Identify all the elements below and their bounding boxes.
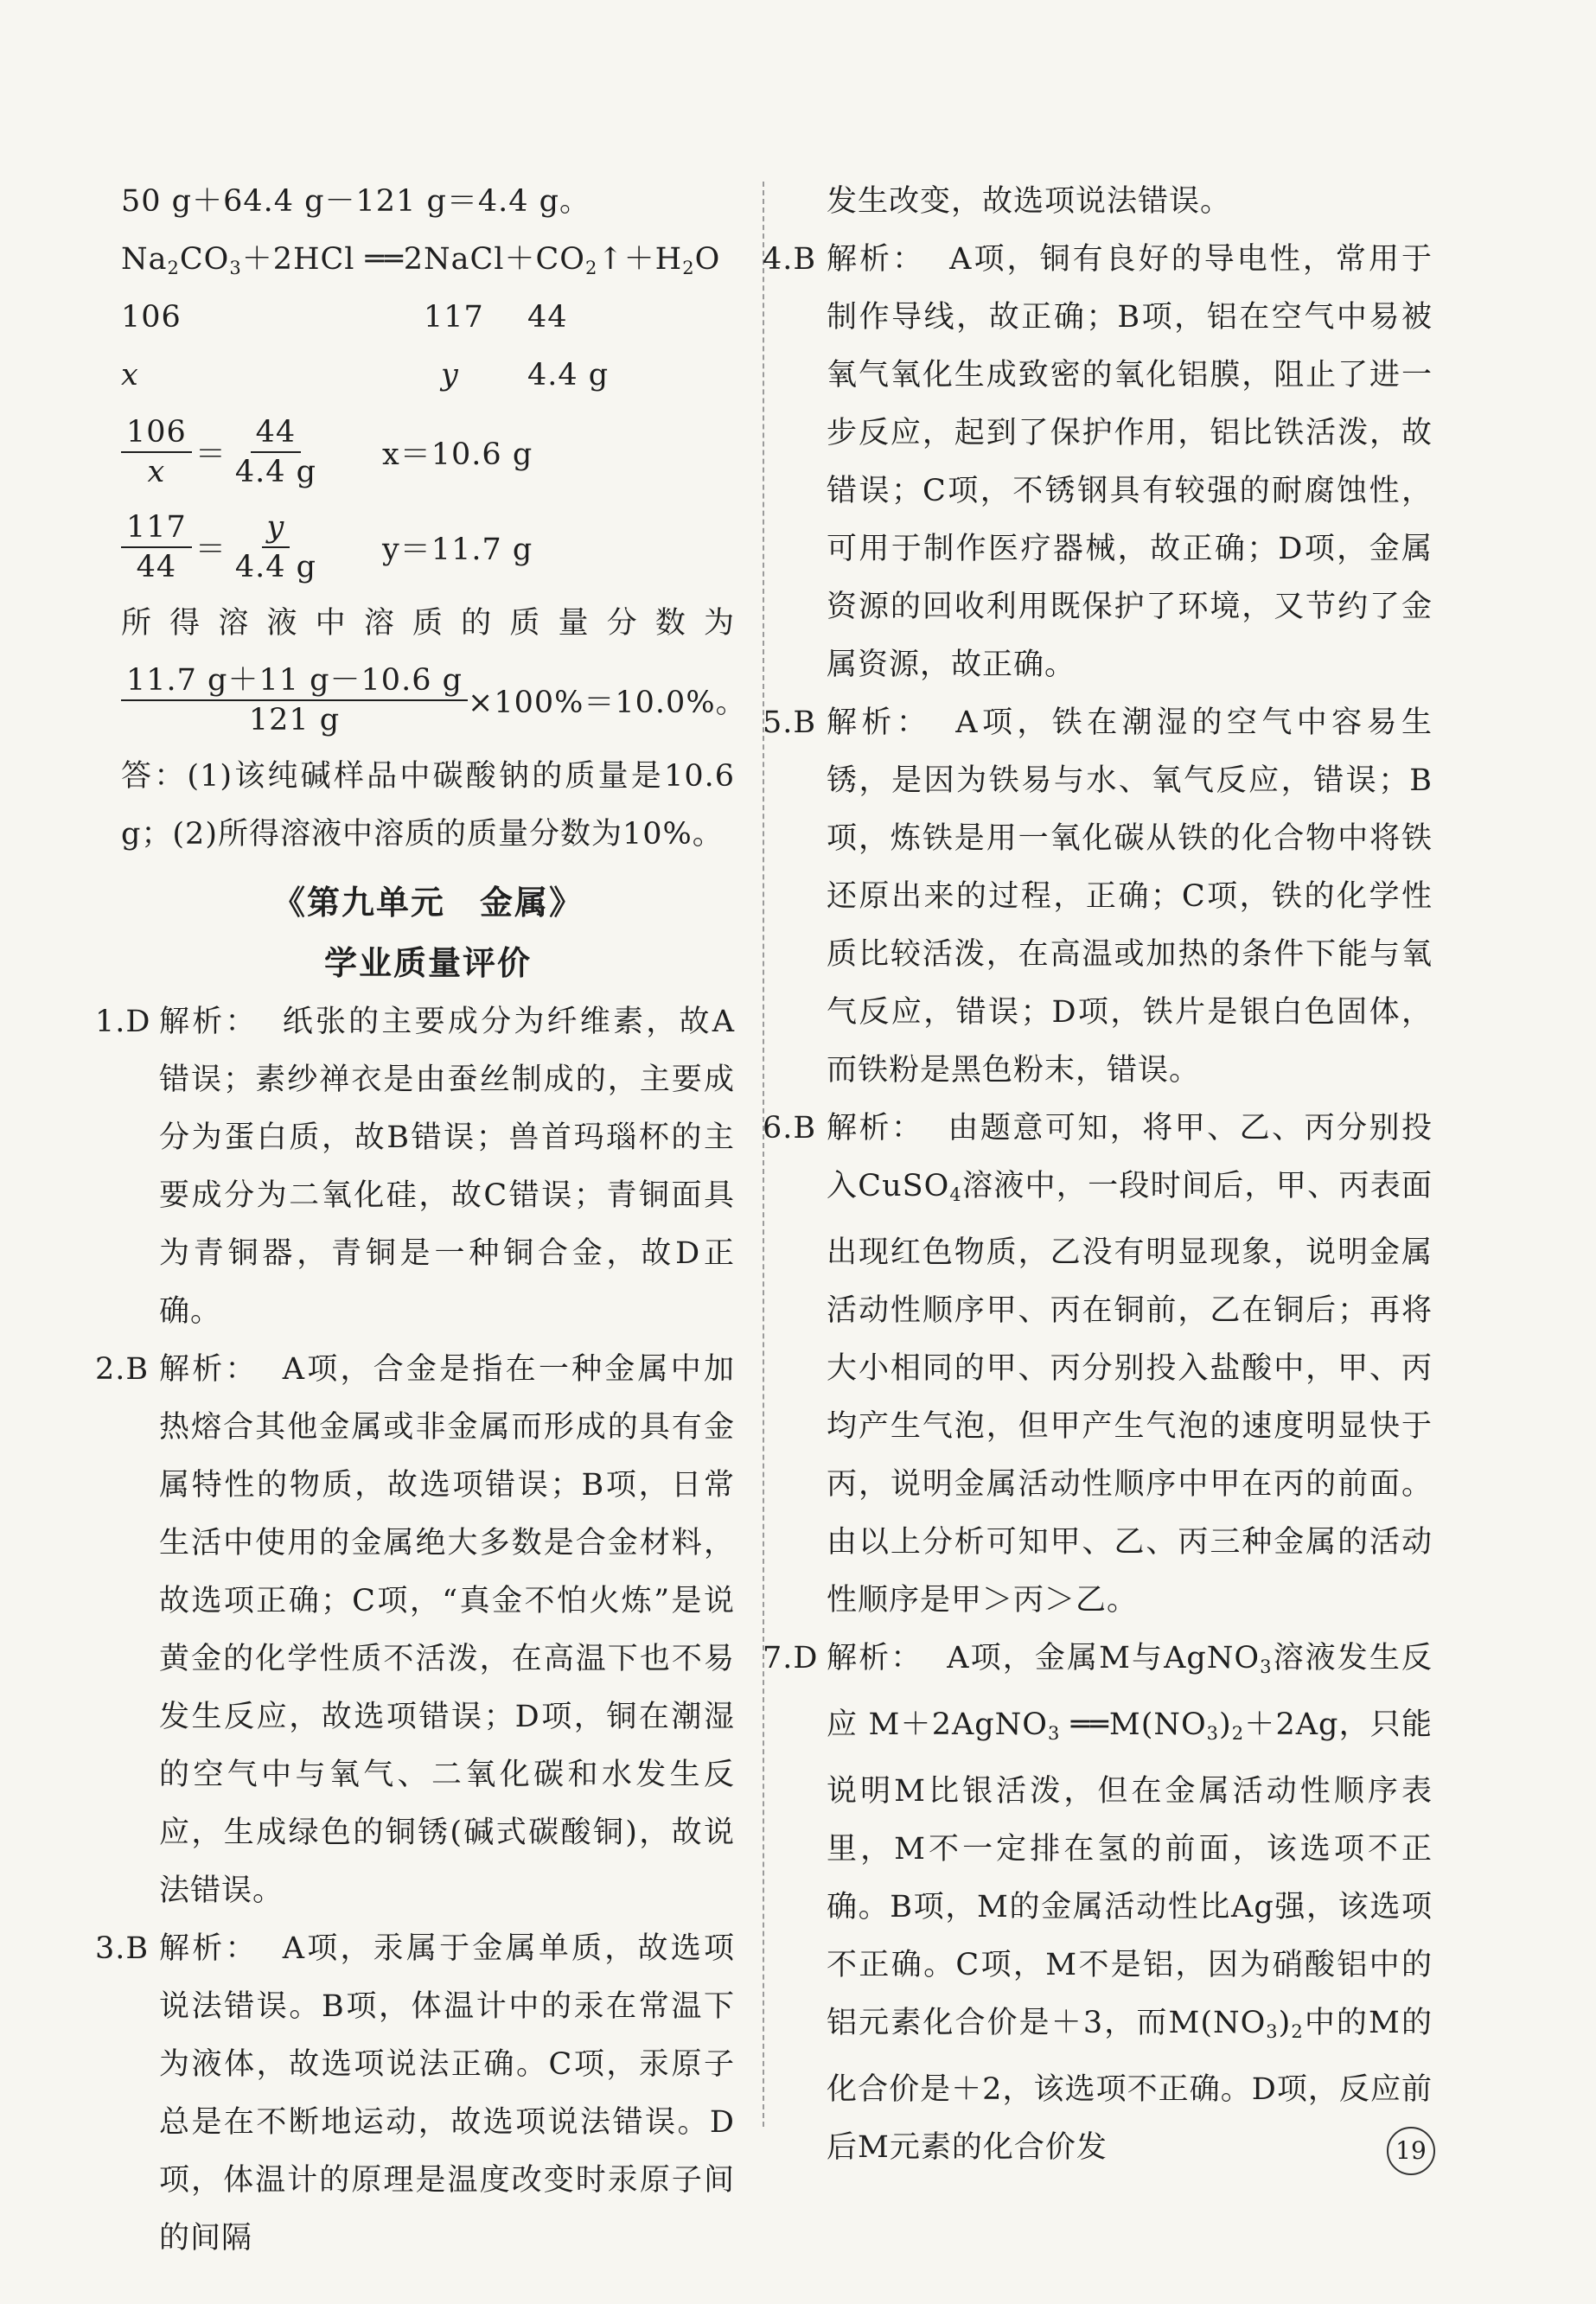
unknown-row	[121, 347, 735, 405]
final-answer: 答：(1)该纯碱样品中碳酸钠的质量是10.6 g；(2)所得溶液中溶质的质量分数为10%。	[121, 759, 735, 852]
analysis-text: 纸张的主要成分为纤维素，故A错误；素纱禅衣是由蚕丝制成的，主要成分为蛋白质，故B错误；兽首玛瑙杯的主要成分为二氧化硅，故C错误；青铜面具为青铜器，青铜是一种铜合金，故D正确。	[159, 1005, 735, 1329]
var-y: y	[441, 358, 459, 393]
subscript: 3	[1266, 2021, 1279, 2042]
analysis-text: 溶液中，一段时间后，甲、丙表面出现红色物质，乙没有明显现象，说明金属活动性顺序甲、丙在铜前，乙在铜后；再将大小相同的甲、丙分别投入盐酸中，甲、丙均产生气泡，但甲产生气泡的速度明显快于丙，说明金属活动性顺序中甲在丙的前面。由以上分析可知甲、乙、丙三种金属的活动性顺序是甲＞丙＞乙。	[827, 1169, 1433, 1618]
question-3-continued: 发生改变，故选项说法错误。	[827, 184, 1232, 219]
question-number: 2.B	[95, 1352, 150, 1387]
eq-sub: 3	[229, 258, 242, 278]
subscript: 3	[1260, 1656, 1273, 1677]
question-5	[763, 694, 1433, 1100]
eq-sub: 2	[167, 258, 180, 278]
eq-text: ↑＋H	[597, 242, 683, 277]
result-y: y＝11.7 g	[382, 533, 533, 567]
eq-sub: 2	[584, 258, 598, 278]
eq-text: Na	[121, 242, 168, 277]
left-column	[95, 173, 747, 2268]
question-number: 1.D	[95, 1005, 151, 1039]
solute-fraction	[121, 653, 747, 748]
fraction-tail: ×100%＝10.0%。	[468, 686, 747, 720]
subscript: 4	[949, 1184, 962, 1205]
analysis-label: 解析：	[827, 242, 926, 277]
analysis-label: 解析：	[827, 1641, 923, 1675]
eq-sub: 2	[682, 258, 695, 278]
analysis-label: 解析：	[827, 1111, 924, 1146]
fraction: $\frac{44}{4.4 g}$	[234, 415, 317, 489]
eq-text: ＋2HCl ══2NaCl＋CO	[241, 242, 585, 277]
subscript: 3	[1048, 1723, 1061, 1744]
analysis-text: A项，金属M与AgNO	[947, 1641, 1261, 1675]
analysis-text: 中的M的化合价是＋2，该选项不正确。D项，反应前后M元素的化合价发	[827, 2006, 1433, 2165]
question-4	[763, 231, 1433, 694]
mass-difference-line: 50 g＋64.4 g－121 g＝4.4 g。	[121, 184, 591, 219]
question-2	[95, 1341, 735, 1920]
question-6	[763, 1100, 1433, 1630]
question-number: 5.B	[763, 705, 817, 740]
question-number: 7.D	[763, 1641, 819, 1675]
question-3	[95, 1920, 735, 2268]
relative-mass-row	[121, 289, 735, 347]
mass-co2: 44	[527, 300, 568, 335]
mass-nacl: 117	[424, 300, 484, 335]
eq-text: CO	[179, 242, 230, 277]
fraction: $\frac{106}{x}$	[121, 413, 192, 491]
question-number: 4.B	[763, 242, 817, 277]
question-number: 3.B	[95, 1931, 150, 1966]
right-column	[763, 173, 1433, 2177]
page-number: 19	[1387, 2127, 1435, 2175]
eq-text: O	[694, 242, 721, 277]
unit-title: 《第九单元 金属》	[271, 884, 584, 922]
question-7	[763, 1630, 1433, 2177]
analysis-text: ＋2Ag，只能说明M比银活泼，但在金属活动性顺序表里，M不一定排在氢的前面，该选项不正确。B项，M的金属活动性比Ag强，该选项不正确。C项，M不是铝，因为硝酸铝中的铝元素化合价是＋3，而M(NO	[827, 1707, 1433, 2040]
subscript: 2	[1231, 1723, 1245, 1744]
analysis-label: 解析：	[827, 705, 932, 740]
analysis-text: 由题意可知，将甲、乙、丙分别投入CuSO	[827, 1111, 1433, 1203]
analysis-text: A项，铁在潮湿的空气中容易生锈，是因为铁易与水、氧气反应，错误；B项，炼铁是用一氧化碳从铁的化合物中将铁还原出来的过程，正确；C项，铁的化学性质比较活泼，在高温或加热的条件下能与氧气反应，错误；D项，铁片是银白色固体，而铁粉是黑色粉末，错误。	[827, 705, 1433, 1088]
question-number: 6.B	[763, 1111, 817, 1146]
analysis-text: A项，合金是指在一种金属中加热熔合其他金属或非金属而形成的具有金属特性的物质，故选项错误；B项，日常生活中使用的金属绝大多数是合金材料，故选项正确；C项，“真金不怕火炼”是说黄金的化学性质不活泼，在高温下也不易发生反应，故选项错误；D项，铜在潮湿的空气中与氧气、二氧化碳和水发生反应，生成绿色的铜锈(碱式碳酸铜)，故说法错误。	[159, 1352, 735, 1908]
fraction: $\frac{11.7 g+11 g-10.6 g}{121 g}$	[121, 661, 468, 739]
solute-intro: 所得溶液中溶质的质量分数为	[121, 606, 735, 641]
proportion-y: $\frac{117}{44}$ ＝ $\frac{y}{4.4 g}$ y＝11.7 g	[121, 500, 735, 595]
analysis-label: 解析：	[159, 1005, 259, 1039]
fraction: $\frac{117}{44}$	[121, 508, 192, 586]
co2-mass: 4.4 g	[527, 358, 610, 393]
analysis-label: 解析：	[159, 1352, 259, 1387]
analysis-text: 溶液发生反应 M＋2AgNO	[827, 1641, 1433, 1742]
mass-na2co3: 106	[121, 300, 182, 335]
analysis-text: )	[1278, 2006, 1292, 2040]
question-1	[95, 993, 735, 1341]
analysis-text: A项，汞属于金属单质，故选项说法错误。B项，体温计中的汞在常温下为液体，故选项说法正确。C项，汞原子总是在不断地运动，故选项说法错误。D项，体温计的原理是温度改变时汞原子间的间隔	[159, 1931, 735, 2256]
fraction: $\frac{y}{4.4 g}$	[234, 510, 317, 584]
analysis-text: A项，铜有良好的导电性，常用于制作导线，故正确；B项，铝在空气中易被氧气氧化生成致密的氧化铝膜，阻止了进一步反应，起到了保护作用，铝比铁活泼，故错误；C项，不锈钢具有较强的耐腐蚀性，可用于制作医疗器械，故正确；D项，金属资源的回收利用既保护了环境，又节约了金属资源，故正确。	[827, 242, 1433, 682]
chemical-equation	[121, 231, 735, 289]
subscript: 2	[1291, 2021, 1304, 2042]
result-x: x＝10.6 g	[382, 437, 533, 472]
section-title: 学业质量评价	[323, 944, 532, 982]
analysis-text: )	[1219, 1707, 1232, 1742]
analysis-label: 解析：	[159, 1931, 259, 1966]
subscript: 3	[1206, 1723, 1220, 1744]
var-x: x	[121, 358, 139, 393]
analysis-text: ══M(NO	[1060, 1707, 1207, 1742]
proportion-x: $\frac{106}{x}$ ＝ $\frac{44}{4.4 g}$ x＝10.6 g	[121, 405, 735, 500]
